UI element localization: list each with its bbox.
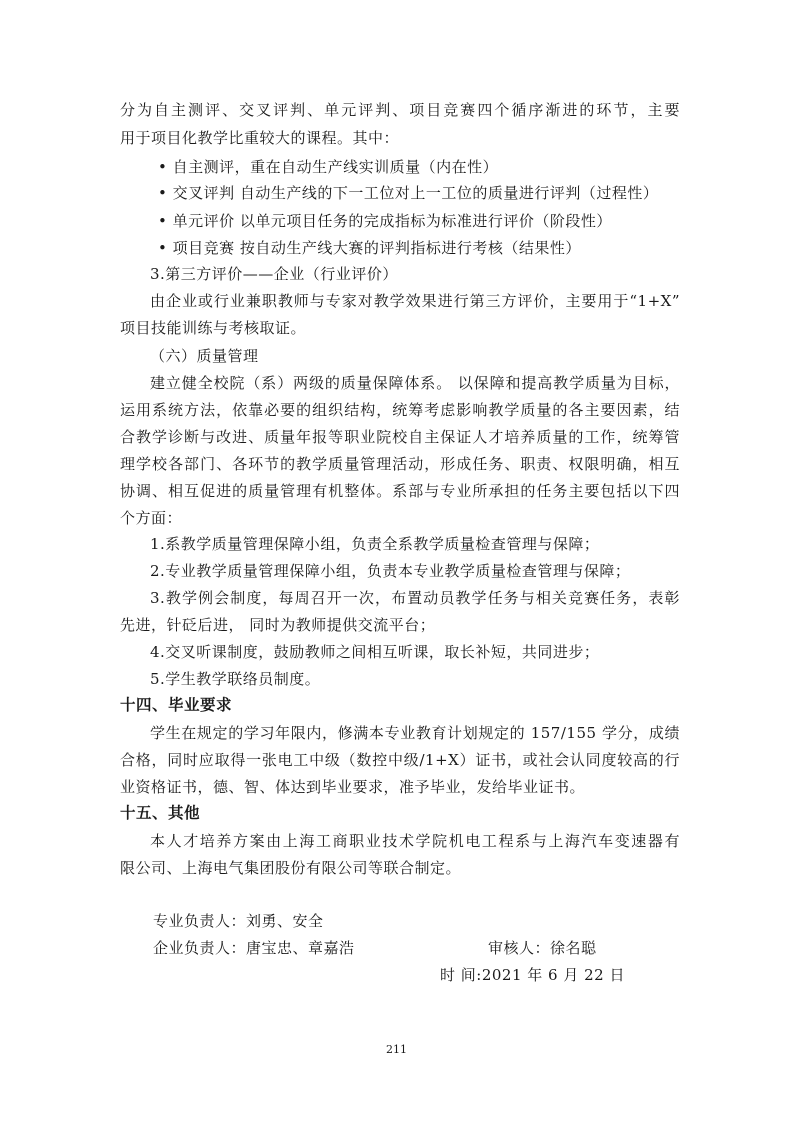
bullet-item: • 交叉评判 自动生产线的下一工位对上一工位的质量进行评判（过程性） (158, 184, 659, 202)
paragraph-line: 运用系统方法，依靠必要的组织结构，统筹考虑影响教学质量的各主要因素，结 (120, 401, 680, 419)
paragraph-line: 协调、相互促进的质量管理有机整体。系部与专业所承担的任务主要包括以下四 (120, 482, 680, 500)
major-lead-signature: 专业负责人：刘勇、安全 (153, 912, 324, 930)
paragraph-line: 建立健全校院（系）两级的质量保障体系。 以保障和提高教学质量为目标， (150, 374, 680, 392)
paragraph-line: 业资格证书，德、智、体达到毕业要求，准予毕业，发给毕业证书。 (120, 778, 586, 796)
paragraph-line: 先进，针砭后进， 同时为教师提供交流平台； (120, 616, 436, 634)
paragraph-line: 本人才培养方案由上海工商职业技术学院机电工程系与上海汽车变速器有 (150, 832, 680, 850)
list-item: 2.专业教学质量管理保障小组，负责本专业教学质量检查管理与保障； (150, 562, 631, 580)
paragraph-line: 限公司、上海电气集团股份有限公司等联合制定。 (120, 859, 462, 877)
bullet-item: • 项目竞赛 按自动生产线大赛的评判指标进行考核（结果性） (158, 239, 581, 257)
section-subheading: （六）质量管理 (150, 347, 259, 365)
bullet-item: • 自主测评，重在自动生产线实训质量（内在性） (158, 158, 499, 176)
list-item: 5.学生教学联络员制度。 (150, 670, 321, 688)
enterprise-lead-signature: 企业负责人：唐宝忠、章嘉浩 (153, 939, 355, 957)
paragraph-line: 分为自主测评、交叉评判、单元评判、项目竞赛四个循序渐进的环节，主要 (120, 101, 680, 119)
paragraph-line: 理学校各部门、各环节的教学质量管理活动，形成任务、职责、权限明确，相互 (120, 455, 680, 473)
paragraph-line: 合格，同时应取得一张电工中级（数控中级/1+X）证书，或社会认同度较高的行 (120, 751, 680, 769)
list-item: 1.系教学质量管理保障小组，负责全系教学质量检查管理与保障； (150, 535, 600, 553)
paragraph-line: 由企业或行业兼职教师与专家对教学效果进行第三方评价，主要用于“1+X” (150, 292, 680, 310)
reviewer-signature: 审核人：徐名聪 (488, 939, 597, 957)
section-heading: 十五、其他 (120, 804, 201, 822)
paragraph-line: 个方面： (120, 509, 183, 527)
list-item: 3.教学例会制度，每周召开一次，布置动员教学任务与相关竞赛任务，表彰 (150, 589, 680, 607)
date-line: 时 间:2021 年 6 月 22 日 (440, 966, 625, 984)
paragraph-line: 项目技能训练与考核取证。 (120, 319, 307, 337)
page-number: 211 (386, 1043, 407, 1056)
list-item: 4.交叉听课制度，鼓励教师之间相互听课，取长补短，共同进步； (150, 643, 600, 661)
section-heading: 十四、毕业要求 (120, 696, 233, 714)
paragraph-line: 合教学诊断与改进、质量年报等职业院校自主保证人才培养质量的工作，统筹管 (120, 428, 680, 446)
paragraph-line: 用于项目化教学比重较大的课程。其中： (120, 129, 400, 147)
subheading: 3.第三方评价——企业（行业评价） (150, 265, 398, 283)
paragraph-line: 学生在规定的学习年限内，修满本专业教育计划规定的 157/155 学分，成绩 (150, 724, 680, 742)
bullet-item: • 单元评价 以单元项目任务的完成指标为标准进行评价（阶段性） (158, 212, 612, 230)
